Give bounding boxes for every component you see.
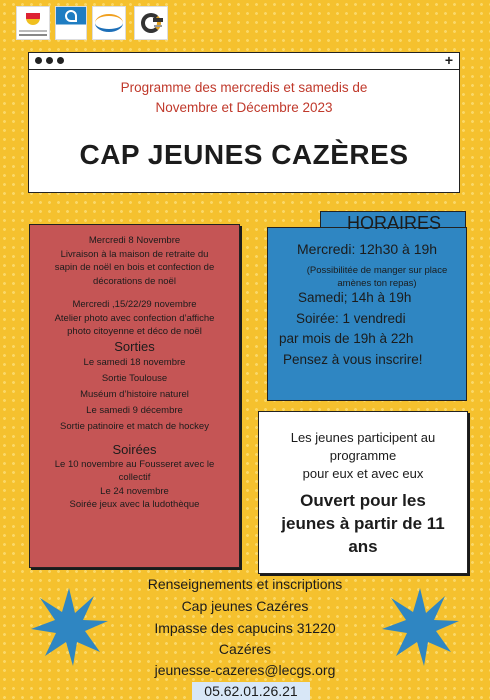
- horaire-mercredi: Mercredi: 12h30 à 19h: [297, 241, 438, 257]
- footer-email[interactable]: jeunesse-cazeres@lecgs.org: [154, 662, 336, 678]
- soiree-line: Soirée jeux avec la ludothèque: [69, 499, 200, 510]
- program-subtitle: [29, 78, 459, 118]
- window-dot-icon: [46, 57, 53, 64]
- window-dot-icon: [35, 57, 42, 64]
- activity-line: Mercredi ,15/22/29 novembre: [72, 299, 197, 310]
- activity-line: décorations de noël: [93, 275, 176, 287]
- logo-caf: [55, 6, 87, 40]
- repas-note-line-1: (Possibilitée de manger sur place: [306, 265, 448, 276]
- repas-note-line-2: amènes ton repas): [337, 278, 417, 289]
- subtitle-line-1: Programme des mercredis et samedis de: [120, 80, 368, 95]
- horaire-soiree-2: par mois de 19h à 22h: [279, 331, 414, 346]
- age-notice-line: jeunes à partir de 11: [281, 514, 445, 533]
- sorties-heading: Sorties: [114, 338, 155, 354]
- logo-mairie: [16, 6, 50, 40]
- footer-address: Impasse des capucins 31220: [154, 620, 336, 636]
- info-box: [258, 411, 468, 574]
- info-line: Les jeunes participent au: [290, 430, 436, 445]
- page-title: CAP JEUNES CAZÈRES: [79, 139, 409, 170]
- sortie-line: Muséum d’histoire naturel: [80, 388, 189, 400]
- sortie-line: Le samedi 9 décembre: [86, 404, 183, 416]
- horaires-title: HORAIRES: [346, 213, 442, 233]
- logo-cap-jeunes: [134, 6, 168, 40]
- soirees-heading: Soirées: [112, 441, 157, 457]
- age-notice-line: Ouvert pour les: [300, 491, 426, 510]
- repas-note: [292, 264, 462, 290]
- logo-coteaux-garonne: [92, 6, 126, 40]
- sortie-line: Sortie Toulouse: [101, 372, 168, 384]
- plus-icon: +: [444, 52, 453, 68]
- activity-line: Atelier photo avec confection d’affiche: [54, 312, 215, 324]
- footer-city: Cazéres: [218, 641, 272, 657]
- activity-line: sapin de noël en bois et confection de: [54, 262, 215, 273]
- soiree-line: Le 24 novembre: [100, 485, 169, 497]
- soiree-line: Le 10 novembre au Fousseret avec le: [54, 458, 215, 470]
- age-notice-line: ans: [348, 537, 378, 556]
- window-dot-icon: [57, 57, 64, 64]
- window-titlebar: [29, 53, 459, 70]
- info-line: pour eux et avec eux: [302, 466, 424, 481]
- subtitle-line-2: Novembre et Décembre 2023: [155, 100, 333, 115]
- activity-line: photo citoyenne et déco de noël: [67, 326, 202, 337]
- activity-line: Livraison à la maison de retraite du: [60, 248, 209, 260]
- horaire-samedi: Samedi; 14h à 19h: [298, 290, 412, 305]
- footer-phone[interactable]: 05.62.01.26.21: [192, 682, 310, 700]
- activity-line: Mercredi 8 Novembre: [88, 235, 181, 246]
- horaire-soiree-1: Soirée: 1 vendredi: [296, 311, 406, 326]
- header-window: [28, 52, 460, 193]
- activities-box: [29, 224, 240, 568]
- soiree-line: collectif: [118, 472, 151, 483]
- footer-info-title: Renseignements et inscriptions: [147, 576, 343, 592]
- sortie-line: Le samedi 18 novembre: [83, 356, 186, 368]
- footer-organization: Cap jeunes Cazéres: [181, 598, 309, 614]
- inscription-reminder: Pensez à vous inscrire!: [283, 352, 423, 367]
- sortie-line: Sortie patinoire et match de hockey: [60, 420, 209, 432]
- info-line: programme: [329, 448, 397, 463]
